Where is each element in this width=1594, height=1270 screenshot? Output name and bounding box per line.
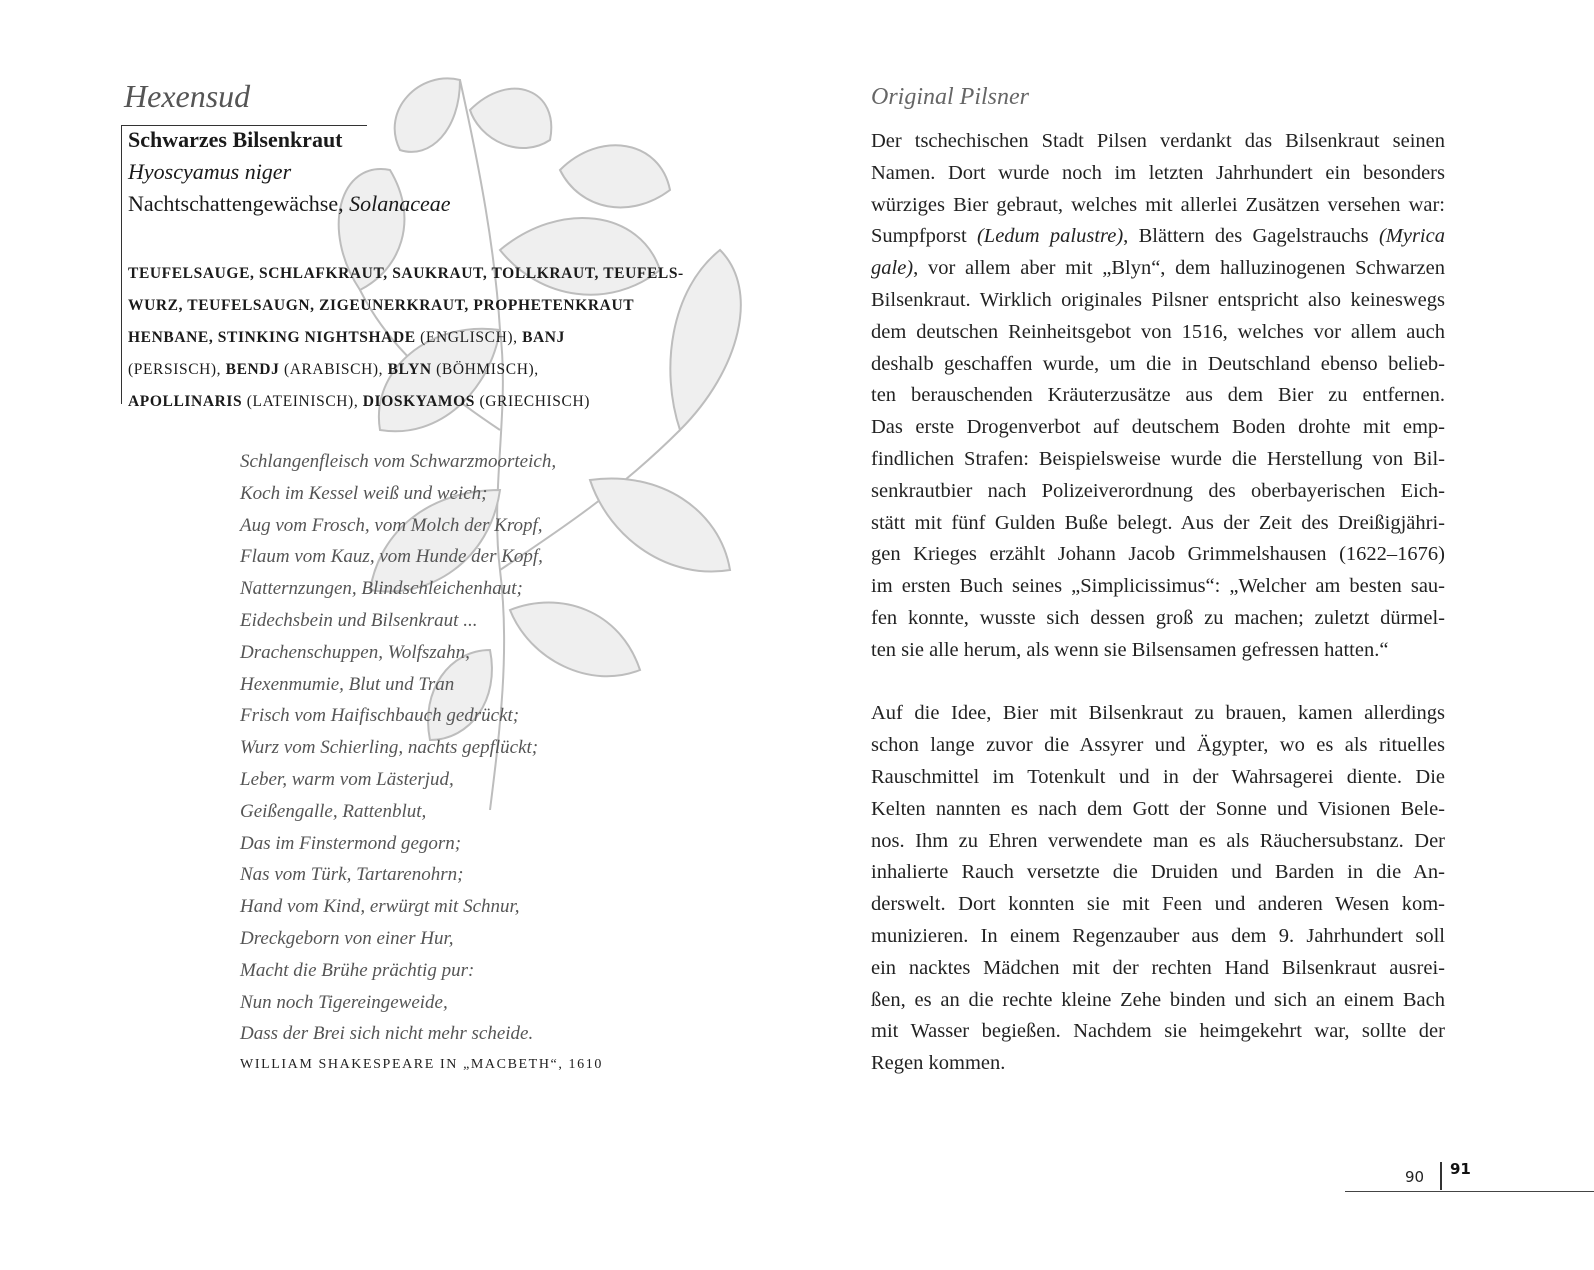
text-run: fen konnte, wusste sich dessen groß zu machen; zuletzt dürmel-: [871, 606, 1445, 629]
name-language: (GRIECHISCH): [475, 393, 591, 410]
poem-line: Dass der Brei sich nicht mehr scheide.: [240, 1023, 534, 1045]
text-run: Regen kommen.: [871, 1052, 1006, 1075]
body-line: [871, 953, 1445, 985]
text-run: Kelten nannten es nach dem Gott der Sonne und Visionen Bele-: [871, 797, 1445, 820]
body-line: [871, 730, 1445, 762]
body-line: [871, 253, 1445, 285]
footer-rule: [1345, 1191, 1594, 1192]
text-run: , vor allem aber mit „Blyn“, dem halluzinogenen Schwarzen: [913, 257, 1445, 280]
poem-line: Nas vom Türk, Tartarenohrn;: [240, 864, 464, 886]
body-text: [871, 126, 1445, 1080]
name-bold: BLYN: [387, 361, 432, 378]
section-title: Original Pilsner: [871, 84, 1030, 110]
body-line: [871, 794, 1445, 826]
text-run: Der tschechischen Stadt Pilsen verdankt das Bilsenkraut seinen: [871, 130, 1445, 152]
text-run: ten berauschenden Kräuterzusätze aus dem Bier zu entfernen.: [871, 384, 1445, 407]
body-line: [871, 190, 1445, 222]
body-line: [871, 380, 1445, 412]
body-line: [871, 635, 1445, 667]
plant-name: Schwarzes Bilsenkraut: [128, 127, 343, 152]
text-run: Das erste Drogenverbot auf deutschem Boden drohte mit emp-: [871, 416, 1445, 439]
text-run: inhalierte Rauch versetzte die Druiden und Barden in die An-: [871, 861, 1445, 884]
text-run: Bilsenkraut. Wirklich originales Pilsner entspricht also keineswegs: [871, 288, 1445, 311]
common-names: [128, 258, 688, 418]
body-line: [871, 762, 1445, 794]
page-number-divider: [1440, 1162, 1442, 1190]
name-bold: WURZ, TEUFELSAUGN, ZIGEUNERKRAUT, PROPHETENKRAUT: [128, 297, 635, 314]
body-line: [871, 1048, 1445, 1080]
name-language: (BÖHMISCH),: [431, 361, 539, 378]
name-language: (ARABISCH),: [279, 361, 388, 378]
common-names-line: [128, 290, 688, 322]
common-names-line: [128, 354, 688, 386]
name-bold: BANJ: [522, 329, 565, 346]
name-bold: HENBANE, STINKING NIGHTSHADE: [128, 329, 416, 346]
page-number-right: 91: [1450, 1160, 1471, 1178]
page-number-left: 90: [1405, 1168, 1425, 1186]
name-bold: BENDJ: [225, 361, 280, 378]
poem-line: Drachenschuppen, Wolfszahn,: [240, 641, 470, 663]
body-line: [871, 985, 1445, 1017]
body-line: [871, 826, 1445, 858]
italic-text: (Ledum palustre): [976, 225, 1124, 248]
poem-line: Macht die Brühe prächtig pur:: [240, 959, 475, 981]
name-language: (LATEINISCH),: [242, 393, 363, 410]
body-line: [871, 221, 1445, 253]
body-line: [871, 412, 1445, 444]
latin-name: Hyoscyamus niger: [128, 159, 292, 184]
text-run: ein nacktes Mädchen mit der rechten Hand Bilsenkraut ausrei-: [871, 956, 1445, 979]
name-language: (PERSISCH),: [128, 361, 226, 378]
text-run: dem deutschen Reinheitsgebot von 1516, welches vor allem auch: [871, 320, 1445, 343]
text-run: Auf die Idee, Bier mit Bilsenkraut zu brauen, kamen allerdings: [871, 702, 1445, 725]
poem-line: Eidechsbein und Bilsenkraut ...: [240, 609, 478, 631]
text-run: Rauschmittel im Totenkult und in der Wahrsagerei diente. Die: [871, 765, 1445, 788]
body-line: [871, 857, 1445, 889]
text-run: ten sie alle herum, als wenn sie Bilsensamen gefressen hatten.“: [871, 638, 1389, 661]
paragraph-gap: [871, 667, 1445, 699]
body-line: [871, 126, 1445, 158]
body-line: [871, 539, 1445, 571]
poem-line: Frisch vom Haifischbauch gedrückt;: [240, 705, 520, 727]
body-line: [871, 444, 1445, 476]
text-run: munizieren. In einem Regenzauber aus dem 9. Jahrhundert soll: [871, 924, 1445, 947]
poem-line: Schlangenfleisch vom Schwarzmoorteich,: [240, 451, 557, 472]
text-run: senkrautbier nach Polizeiverordnung des oberbayerischen Eich-: [871, 479, 1445, 502]
common-names-line: [128, 386, 688, 418]
poem-line: Aug vom Frosch, vom Molch der Kropf,: [240, 514, 543, 536]
poem-line: Koch im Kessel weiß und weich;: [240, 482, 488, 504]
chapter-title: Hexensud: [124, 78, 251, 114]
text-run: , Blättern des Gagelstrauchs: [1123, 225, 1379, 248]
text-run: nos. Ihm zu Ehren verwendete man es als Räuchersubstanz. Der: [871, 829, 1445, 852]
body-line: [871, 698, 1445, 730]
text-run: im ersten Buch seines „Simplicissimus“: „Welcher am besten sau-: [871, 575, 1445, 598]
text-run: derswelt. Dort konnten sie mit Feen und anderen Wesen kom-: [871, 893, 1445, 916]
body-line: [871, 508, 1445, 540]
plant-family: [128, 191, 451, 217]
text-run: schon lange zuvor die Assyrer und Ägypter, wo es als rituelles: [871, 734, 1445, 757]
common-names-line: [128, 258, 688, 290]
text-run: findlichen Strafen: Beispielsweise wurde die Herstellung von Bil-: [871, 447, 1445, 470]
poem-line: Hand vom Kind, erwürgt mit Schnur,: [240, 896, 520, 918]
name-bold: TEUFELSAUGE, SCHLAFKRAUT, SAUKRAUT, TOLLKRAUT, TEUFELS-: [128, 265, 684, 282]
poem-line: Flaum vom Kauz, vom Hunde der Kopf,: [240, 546, 543, 568]
body-line: [871, 1016, 1445, 1048]
name-bold: APOLLINARIS: [128, 393, 243, 410]
text-run: ßen, es an die rechte kleine Zehe binden und sich an einem Bach: [871, 988, 1445, 1011]
poem-line: Natternzungen, Blindschleichenhaut;: [240, 578, 523, 600]
italic-text: (Myrica: [1378, 225, 1445, 248]
poem-line: Nun noch Tigereingeweide,: [240, 991, 448, 1013]
poem-line: Geißengalle, Rattenblut,: [240, 800, 427, 822]
poem-line: Dreckgeborn von einer Hur,: [240, 927, 454, 949]
text-run: mit Wasser begießen. Nachdem sie heimgekehrt war, sollte der: [871, 1020, 1445, 1043]
italic-text: gale): [871, 257, 914, 280]
text-run: Sumpfporst: [871, 225, 977, 248]
name-language: (ENGLISCH),: [415, 329, 523, 346]
body-line: [871, 476, 1445, 508]
poem-line: Hexenmumie, Blut und Tran: [240, 673, 455, 695]
body-line: [871, 921, 1445, 953]
text-run: würziges Bier gebraut, welches mit allerlei Zusätzen versehen war:: [871, 193, 1445, 216]
body-line: [871, 349, 1445, 381]
common-names-line: [128, 322, 688, 354]
body-line: [871, 285, 1445, 317]
text-run: deshalb geschaffen wurde, um die in Deutschland ebenso belieb-: [871, 352, 1445, 375]
poem-line: Wurz vom Schierling, nachts gepflückt;: [240, 737, 539, 759]
text-run: gen Krieges erzählt Johann Jacob Grimmelshausen (1622–1676): [871, 543, 1445, 566]
family-label: Nachtschattengewächse,: [128, 191, 350, 216]
poem-line: Das im Finstermond gegorn;: [240, 832, 462, 854]
body-line: [871, 158, 1445, 190]
text-run: Namen. Dort wurde noch im letzten Jahrhundert ein besonders: [871, 161, 1445, 184]
body-line: [871, 889, 1445, 921]
poem: [240, 446, 556, 1050]
body-line: [871, 571, 1445, 603]
name-bold: DIOSKYAMOS: [362, 393, 475, 410]
poem-line: Leber, warm vom Lästerjud,: [240, 768, 454, 790]
family-latin: Solanaceae: [349, 191, 451, 216]
body-line: [871, 603, 1445, 635]
text-run: stätt mit fünf Gulden Buße belegt. Aus der Zeit des Dreißigjähri-: [871, 511, 1445, 534]
poem-attribution: WILLIAM SHAKESPEARE IN „MACBETH“, 1610: [240, 1057, 603, 1072]
body-line: [871, 317, 1445, 349]
